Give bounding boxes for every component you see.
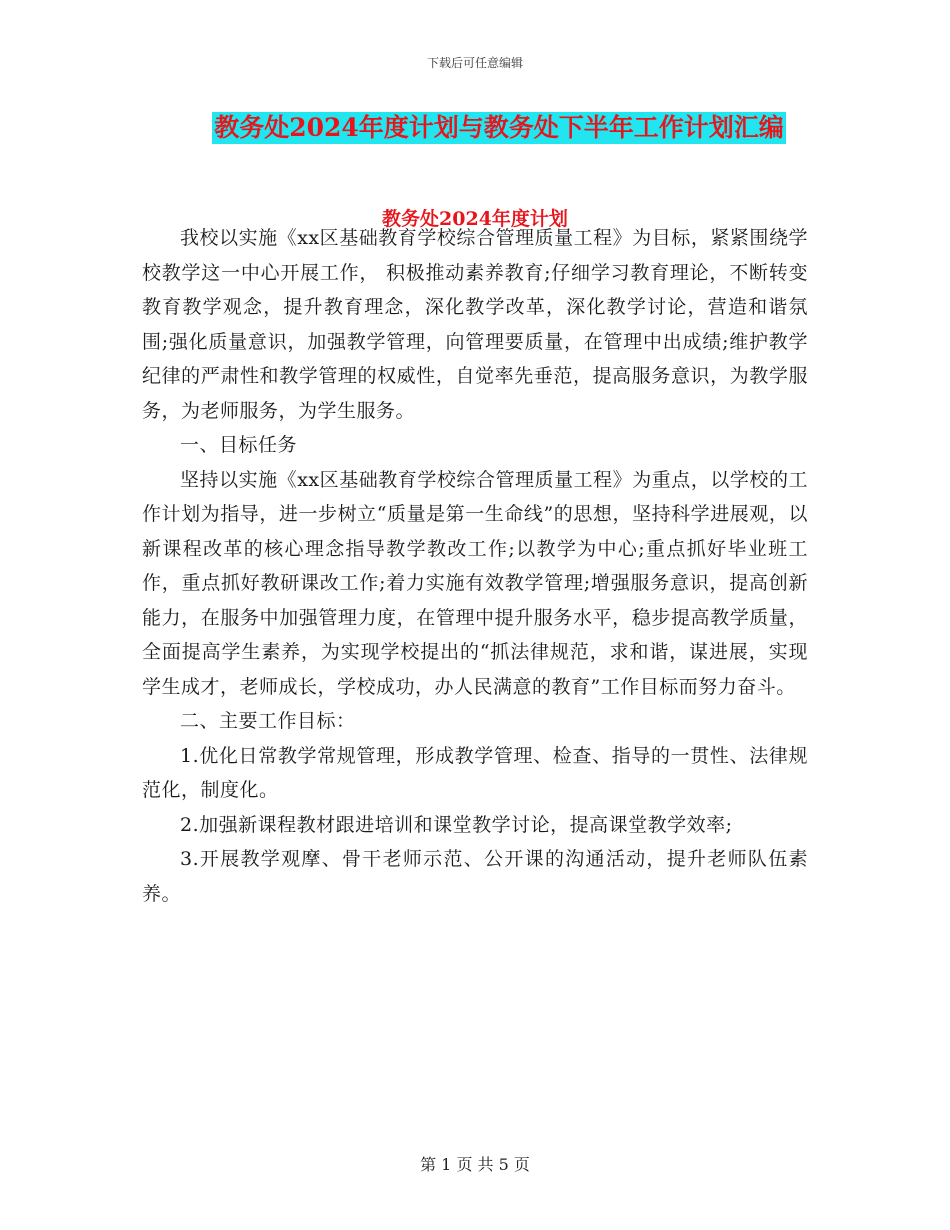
list-item: 3.开展教学观摩、骨干老师示范、公开课的沟通活动，提升老师队伍素养。: [142, 848, 808, 905]
list-item: 2.加强新课程教材跟进培训和课堂教学讨论，提高课堂教学效率;: [180, 813, 733, 836]
section-title: 教务处2024年度计划: [382, 208, 568, 230]
header-note: 下载后可任意编辑: [426, 56, 523, 70]
heading-main-goals: 二、主要工作目标：: [180, 710, 356, 732]
body-paragraph: 我校以实施《xx区基础教育学校综合管理质量工程》为目标，紧紧围绕学校教学这一中心开展工作， 积极推动素养教育;仔细学习教育理论，不断转变教育教学观念，提升教育理念，深化教学改革，深化教学讨论，营造和谐氛围;强化质量意识，加强教学管理，向管理要质量，在管理中出成绩;维护教学纪律的严肃性和教学管理的权威性，自觉率先垂范，提高服务意识，为教学服务，为老师服务，为学生服务。: [142, 227, 808, 422]
document-body: [142, 221, 808, 911]
list-item: 1.优化日常教学常规管理，形成教学管理、检查、指导的一贯性、法律规范化，制度化。: [142, 744, 808, 801]
document-title-container: [0, 112, 950, 144]
heading-goals: 一、目标任务: [180, 434, 298, 456]
page-footer: 第 1 页 共 5 页: [420, 1155, 530, 1174]
body-paragraph: 坚持以实施《xx区基础教育学校综合管理质量工程》为重点，以学校的工作计划为指导，进一步树立“质量是第一生命线”的思想，坚持科学进展观，以新课程改革的核心理念指导教学教改工作;以教学为中心;重点抓好毕业班工作，重点抓好教研课改工作;着力实施有效教学管理;增强服务意识，提高创新能力，在服务中加强管理力度，在管理中提升服务水平，稳步提高教学质量，全面提高学生素养，为实现学校提出的“抓法律规范，求和谐，谋进展，实现学生成才，老师成长，学校成功，办人民满意的教育”工作目标而努力奋斗。: [142, 468, 808, 698]
document-title: 教务处2024年度计划与教务处下半年工作计划汇编: [214, 113, 784, 142]
